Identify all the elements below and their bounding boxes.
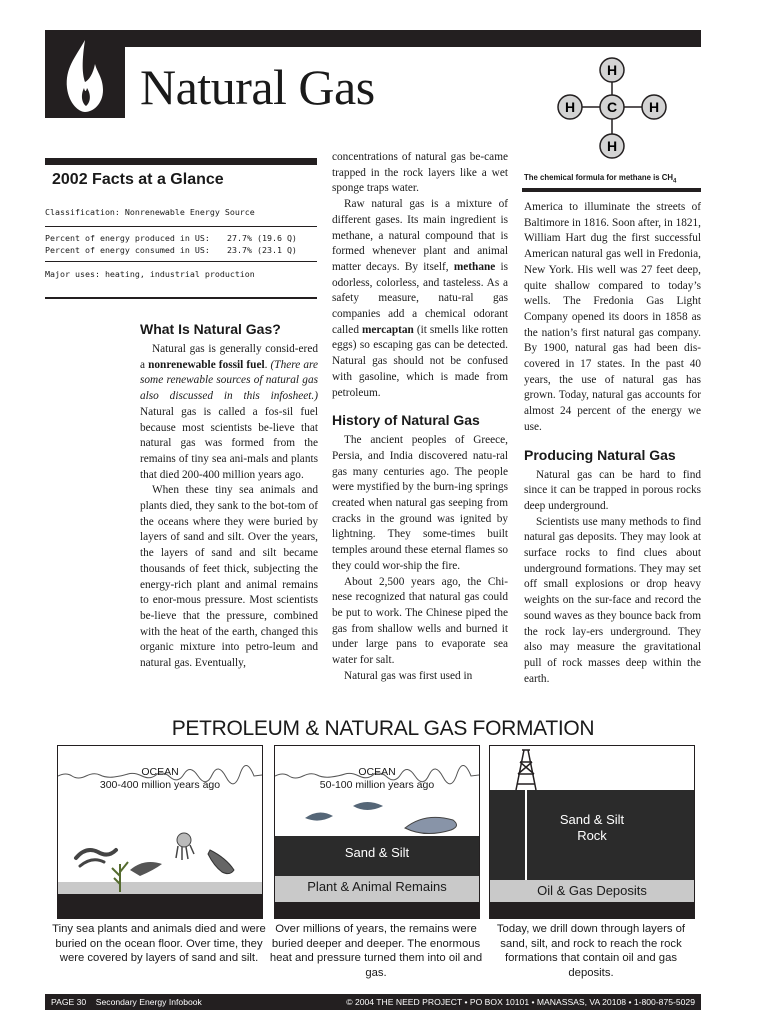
column-3 (524, 200, 701, 687)
fish-icon (353, 802, 383, 810)
caption-rule (522, 188, 701, 192)
atom-label: H (564, 99, 576, 115)
paragraph: Natural gas can be hard to find since it can be trapped in porous rocks deep underground. (524, 468, 701, 512)
worm-icon (76, 850, 116, 858)
panel-2-caption: Over millions of years, the remains were buried deeper and deeper. The enormous heat and pressure turned them into oil and gas. (269, 923, 483, 979)
layer-plant-animal-remains: Plant & Animal Remains (307, 879, 447, 894)
facts-major-uses: Major uses: heating, industrial production (45, 269, 255, 279)
ocean-label: OCEAN (141, 766, 179, 778)
ocean-label: OCEAN (358, 766, 396, 778)
column-1 (140, 320, 318, 672)
footer-left (51, 994, 202, 1010)
atom-top-h (600, 58, 624, 82)
facts-rule-bottom (45, 297, 317, 299)
atom-left-h (558, 95, 582, 119)
consumed-label: Percent of energy consumed in US: (45, 245, 210, 255)
atom-label: C (606, 99, 618, 115)
layer-oil-gas-deposits: Oil & Gas Deposits (537, 883, 647, 898)
paragraph: Natural gas is generally consid-ered a nonrenewable fossil fuel. (There are some renewable sources of natural gas also discussed in this infosheet.) Natural gas is called a fos-sil fuel because most scientists be-lieve that natural gas was formed from the remains of tiny sea ani-mals and plants that died 200-400 million years ago. (140, 343, 318, 481)
flame-icon-box (45, 30, 125, 118)
section-heading-history: History of Natural Gas (332, 412, 480, 429)
facts-divider (45, 226, 317, 227)
book-title: Secondary Energy Infobook (95, 997, 202, 1007)
fish-icon (305, 812, 333, 820)
page-title: Natural Gas (140, 59, 375, 115)
formation-panel-1 (57, 745, 263, 919)
header-rule (45, 30, 701, 47)
panel-1-caption: Tiny sea plants and animals died and were buried on the ocean floor. Over time, they were covered by layers of sand and silt. (52, 923, 266, 964)
facts-rule-top (45, 158, 317, 165)
page-footer (45, 994, 701, 1010)
paragraph: Scientists use many methods to find natural gas deposits. They may look at surface rocks to find clues about underground formations. They may set off small explosions or drop heavy weights on the sur-face and record the sound waves as they bounce back from the rock lay-ers underground. They also may measure the gravitational pull of rock masses deep within the earth. (524, 515, 701, 685)
facts-percentages (45, 232, 317, 256)
atom-right-h (642, 95, 666, 119)
formation-panel-2 (274, 745, 480, 919)
formation-panel-3 (489, 745, 695, 919)
atom-label: H (606, 138, 618, 154)
paragraph: America to illuminate the streets of Baltimore in 1816. Soon after, in 1821, William Hart dug the first successful American natural gas well in Fredonia, New York. His well was 27 feet deep, quite shallow compared to today’s wells. The Fredonia Gas Light Company opened its doors in 1858 as the nation’s first natural gas company. By 1900, natural gas had been dis-covered in 17 states. In the past 40 years, the use of natural gas has grown. Today, natural gas accounts for almost 24 percent of the energy we use. (524, 201, 701, 433)
consumed-value: 23.7% (23.1 Q) (227, 245, 297, 255)
shell-icon (177, 833, 191, 847)
footer-copyright: © 2004 THE NEED PROJECT • PO BOX 10101 • MANASSAS, VA 20108 • 1-800-875-5029 (346, 997, 695, 1007)
flame-icon (45, 30, 125, 118)
paragraph: Raw natural gas is a mixture of different gases. Its main ingredient is methane, a natural compound that is formed whenever plant and animal matter decays. By itself, methane is odorless, colorless, and tasteless. As a safety measure, natu-ral gas companies add a chemical odorant called mercaptan (it smells like rotten eggs) so escaping gas can be detected. Natural gas should not be confused with gasoline, which is made from petroleum. (332, 198, 509, 399)
reptile-icon (405, 817, 457, 833)
column-2 (332, 150, 508, 685)
layer-sand-silt: Sand & Silt (344, 845, 410, 860)
panel-3-caption: Today, we drill down through layers of sand, silt, and rock to reach the rock formations that contain oil and gas deposits. (496, 923, 686, 979)
facts-divider (45, 261, 317, 262)
sea-creature-icon (208, 850, 234, 874)
produced-label: Percent of energy produced in US: (45, 233, 210, 243)
atom-center-c (600, 95, 624, 119)
produced-value: 27.7% (19.6 Q) (227, 233, 297, 243)
page-number: PAGE 30 (51, 997, 87, 1007)
layer-sand-silt-line-2: Rock (577, 828, 607, 843)
paragraph: Natural gas was first used in (344, 669, 473, 682)
paragraph: About 2,500 years ago, the Chi-nese recognized that natural gas could be put to work. The Chinese piped the gas from shallow wells and burned it under large pans to evaporate sea water for salt. (332, 575, 508, 667)
paragraph: When these tiny sea animals and plants died, they sank to the bot-tom of the oceans where they were buried by layers of sand and silt. Over the years, the layers of sand and silt became thousands of feet thick, subjecting the energy-rich plant and animal remains to enor-mous pressure. Most scientists be-lieve that the pressure, combined with the heat of the earth, changed this organic mixture into petro-leum and natural gas. Eventually, (140, 484, 318, 670)
fish-icon (130, 862, 162, 876)
facts-title: 2002 Facts at a Glance (52, 171, 224, 188)
section-heading-what: What Is Natural Gas? (140, 321, 281, 337)
formation-title: PETROLEUM & NATURAL GAS FORMATION (171, 717, 595, 740)
methane-molecule-diagram (548, 52, 688, 164)
facts-classification: Classification: Nonrenewable Energy Source (45, 207, 255, 217)
section-heading-producing: Producing Natural Gas (524, 446, 676, 463)
age-label: 300-400 million years ago (99, 779, 221, 791)
atom-label: H (648, 99, 660, 115)
paragraph: The ancient peoples of Greece, Persia, and India discovered natu-ral gas many centuries ago. The people were mystified by the burn-ing springs created when natural gas seeping from cracks in the ground was ignited by lightning. They some-times built temples around these eternal flames so they could wor-ship the fire. (332, 434, 508, 572)
atom-bottom-h (600, 134, 624, 158)
paragraph: concentrations of natural gas be-came trapped in the rock layers like a wet sponge traps water. (332, 151, 508, 195)
atom-label: H (606, 62, 618, 78)
methane-caption: The chemical formula for methane is $CH_4$ (524, 173, 677, 185)
drilling-rig-icon (516, 750, 536, 790)
layer-sand-silt-line-1: Sand & Silt (559, 812, 625, 827)
age-label: 50-100 million years ago (319, 779, 435, 791)
